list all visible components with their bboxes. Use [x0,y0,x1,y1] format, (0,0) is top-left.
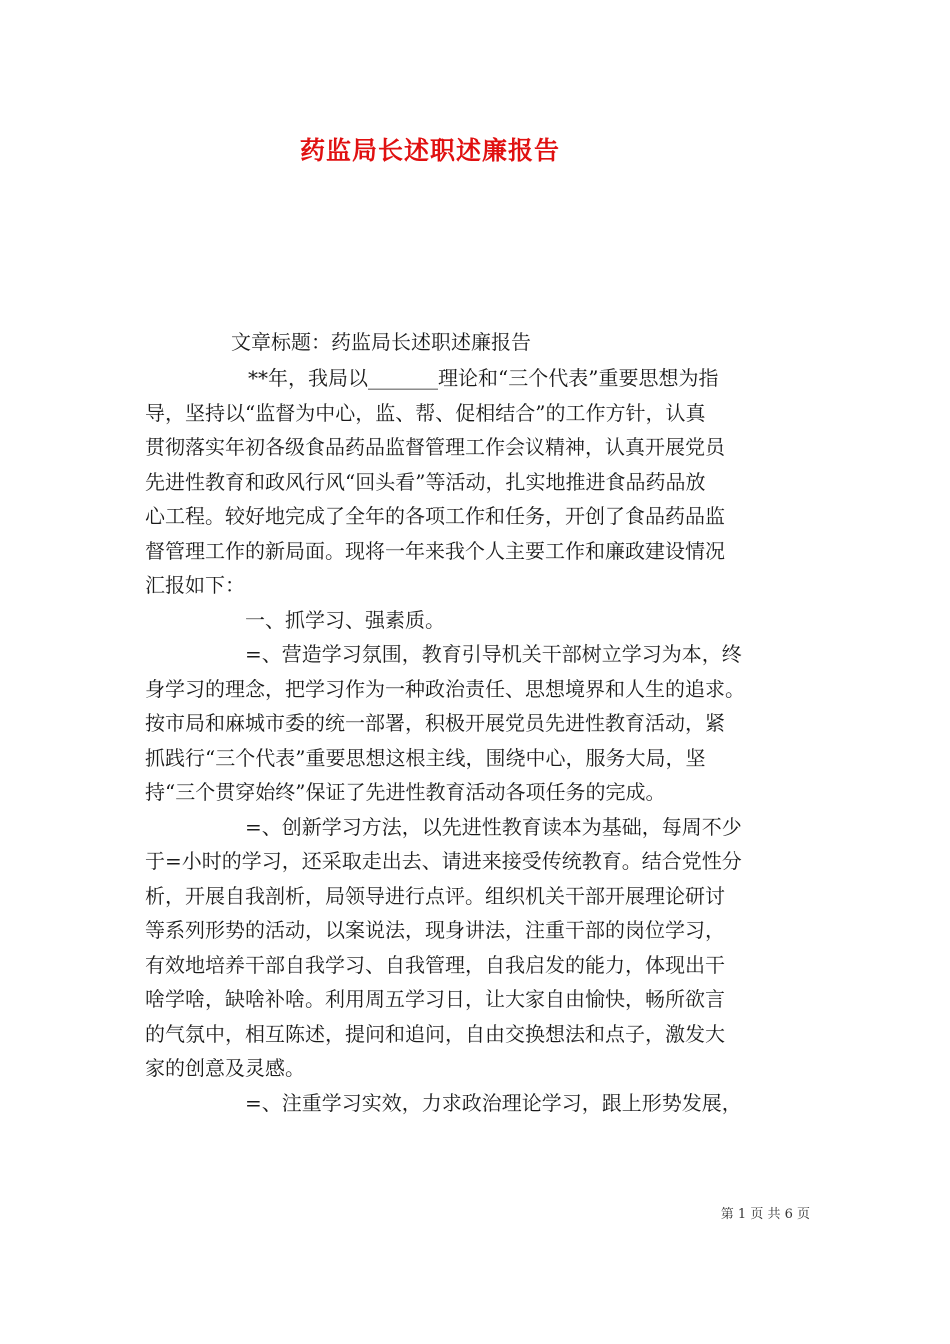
paragraph [145,1086,815,1121]
text-line: 心工程。较好地完成了全年的各项工作和任务，开创了食品药品监 [145,504,725,528]
text-line: =、创新学习方法，以先进性教育读本为基础，每周不少 [245,814,742,839]
text-line: 身学习的理念，把学习作为一种政治责任、思想境界和人生的追求。 [145,676,745,701]
text-line: 汇报如下： [145,573,245,597]
article-title-line: 文章标题：药监局长述职述廉报告 [231,330,531,354]
text-line: 持“三个贯穿始终”保证了先进性教育活动各项任务的完成。 [145,780,666,804]
text-line: 啥学啥，缺啥补啥。利用周五学习日，让大家自由愉快，畅所欲言 [145,987,725,1011]
text-line: 贯彻落实年初各级食品药品监督管理工作会议精神，认真开展党员 [145,435,725,459]
text-line: 导，坚持以“监督为中心，监、帮、促相结合”的工作方针，认真 [145,400,706,425]
text-line: 有效地培养干部自我学习、自我管理，自我启发的能力，体现出干 [145,952,725,977]
page-footer: 第 1 页 共 6 页 [720,1207,810,1222]
text-line: 等系列形势的活动，以案说法，现身讲法，注重干部的岗位学习， [145,918,725,942]
document-body [145,361,815,1120]
text-line: =、注重学习实效，力求政治理论学习，跟上形势发展， [245,1090,742,1115]
paragraph [145,810,815,1086]
section-heading [145,603,815,638]
text-line: 先进性教育和政风行风“回头看”等活动，扎实地推进食品药品放 [145,469,706,494]
text-line: 析，开展自我剖析，局领导进行点评。组织机关干部开展理论研讨 [145,883,725,908]
paragraph [145,637,815,810]
text-line: 于=小时的学习，还采取走出去、请进来接受传统教育。结合党性分 [145,849,742,873]
text-line: 督管理工作的新局面。现将一年来我个人主要工作和廉政建设情况 [145,538,725,563]
paragraph [145,361,815,603]
text-line: 按市局和麻城市委的统一部署，积极开展党员先进性教育活动，紧 [145,711,725,735]
text-line: **年，我局以_______理论和“三个代表”重要思想为指 [248,366,719,390]
text-line: 一、抓学习、强素质。 [245,607,445,632]
text-line: 抓践行“三个代表”重要思想这根主线，围绕中心，服务大局，坚 [145,745,706,770]
text-line: 的气氛中，相互陈述，提问和追问，自由交换想法和点子，激发大 [145,1021,725,1046]
document-title: 药监局长述职述廉报告 [300,136,561,165]
text-line: =、营造学习氛围，教育引导机关干部树立学习为本，终 [245,642,742,666]
text-line: 家的创意及灵感。 [145,1056,305,1080]
